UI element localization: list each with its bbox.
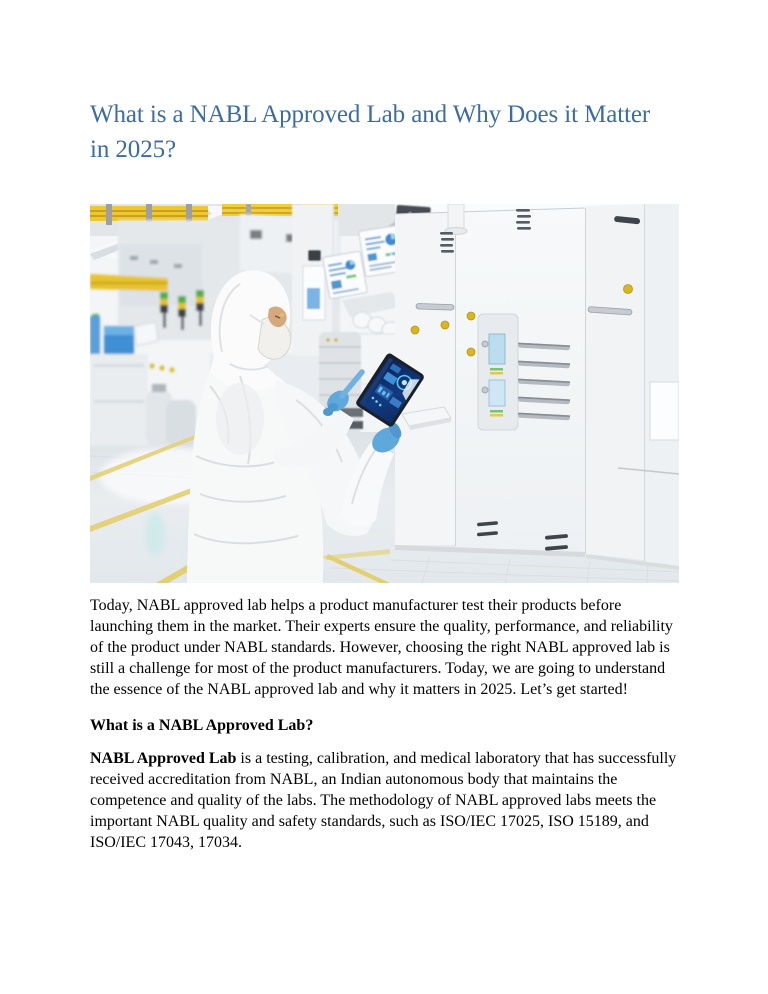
article-title-line-2: in 2025? [90, 135, 176, 163]
definition-lead: NABL Approved Lab [90, 750, 237, 767]
section-heading: What is a NABL Approved Lab? [90, 717, 314, 734]
article-title-line-1: What is a NABL Approved Lab and Why Does it Matter [90, 101, 651, 128]
control-panel [478, 314, 518, 430]
hero-image [90, 204, 679, 583]
article-title [90, 98, 682, 167]
definition-paragraph [90, 748, 682, 853]
wall-monitor-left [323, 251, 368, 299]
intro-paragraph: Today, NABL approved lab helps a product manufacturer test their products before launching them in the market. Their experts ensure the quality, performance, and reliability of the product under NABL standards. However, choosing the right NABL approved lab is still a challenge for most of the product manufacturers. Today, we are going to understand the essence of the NABL approved lab and why it matters in 2025. Let’s get started! [90, 597, 673, 698]
right-machine-wall [395, 204, 679, 570]
door-window [650, 382, 679, 440]
hero-photo-svg [90, 204, 679, 583]
definition-rest: is a testing, calibration, and medical laboratory that has successfully received accreditation from NABL, an Indian autonomous body that maintains the competence and quality of the labs. The methodology of NABL approved labs meets the important NABL quality and safety standards, such as ISO/IEC 17025, ISO 15189, and ISO/IEC 17043, 17034. [90, 750, 677, 851]
